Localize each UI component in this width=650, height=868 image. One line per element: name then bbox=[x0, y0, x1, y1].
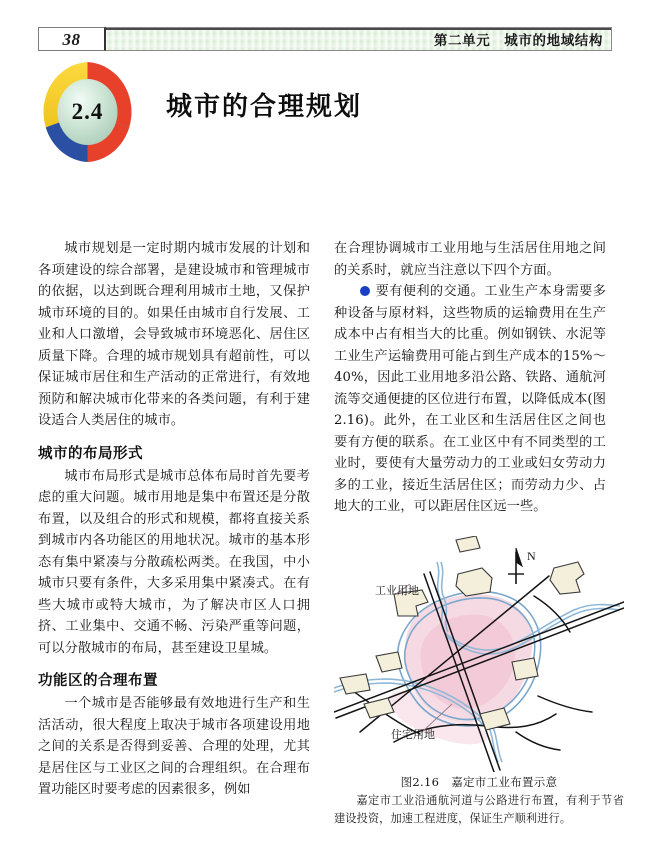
header-banner bbox=[106, 27, 612, 51]
left-column bbox=[38, 238, 310, 801]
section-number: 2.4 bbox=[71, 99, 104, 124]
intro-paragraph: 城市规划是一定时期内城市发展的计划和各项建设的综合部署，是建设城市和管理城市的依据，以达到既合理利用城市土地，又保护城市环境的目的。如果任由城市自行发展、工业和人口激增，会导致城市环境恶化、居住区质量下降。合理的城市规划具有超前性，可以保证城市居住和生产活动的正常进行，有效地预防和解决城市化带来的各类问题，有利于建设适合人类居住的城市。 bbox=[38, 241, 310, 428]
map-label-industrial: 工业用地 bbox=[375, 584, 419, 597]
header-unit-title bbox=[434, 29, 603, 49]
bullet-paragraph bbox=[334, 281, 606, 518]
map-illustration bbox=[334, 536, 624, 772]
figure-caption bbox=[334, 774, 624, 790]
section-title: 城市的合理规划 bbox=[166, 92, 363, 122]
bullet-paragraph-text: 要有便利的交通。工业生产本身需要多种设备与原材料，这些物质的运输费用在生产成本中占有相当大的比重。例如钢铁、水泥等工业生产运输费用可能占到生产成本的15%～40%，因此工业用地多沿公路、铁路、通航河流等交通便捷的区位进行布置，以降低成本(图2.16)。此外，在工业区和生活居住区之间也要有方便的联系。在工业区中有不同类型的工业时，要使有大量劳动力的工业或妇女劳动力多的工业，接近生活居住区；而劳动力少、占地大的工业，可以距居住区远一些。 bbox=[334, 284, 606, 514]
map-label-residential: 住宅用地 bbox=[391, 728, 435, 741]
page-number-box bbox=[38, 27, 106, 51]
figure-caption-title: 嘉定市工业布置示意 bbox=[451, 775, 558, 789]
right-column bbox=[334, 238, 606, 518]
paragraph-functional-zones: 一个城市是否能够最有效地进行生产和生活活动，很大程度上取决于城市各项建设用地之间的关系是否得到妥善、合理的处理，尤其是居住区与工业区之间的合理组织。在合理布置功能区时要考虑的因素很多，例如 bbox=[38, 696, 310, 797]
heading-city-layout-forms: 城市的布局形式 bbox=[38, 445, 143, 462]
section-logo-graphic bbox=[39, 60, 136, 164]
figure-caption-number: 图2.16 bbox=[400, 775, 440, 789]
header-unit-name: 城市的地域结构 bbox=[504, 33, 603, 49]
section-logo bbox=[39, 60, 136, 164]
page-number: 38 bbox=[62, 29, 81, 49]
heading-functional-zones: 功能区的合理布置 bbox=[38, 673, 158, 689]
map-label-north: N bbox=[527, 549, 536, 563]
paragraph-continued: 在合理协调城市工业用地与生活居住用地之间的关系时，就应当注意以下四个方面。 bbox=[334, 241, 606, 278]
compass-rose bbox=[508, 548, 524, 584]
header-unit-label: 第二单元 bbox=[433, 33, 491, 49]
figure-description: 嘉定市工业沿通航河道与公路进行布置，有利于节省建设投资，加速工程进度，保证生产顺利进行。 bbox=[334, 794, 624, 825]
map-graphic bbox=[334, 536, 624, 772]
paragraph-city-layout-forms: 城市布局形式是城市总体布局时首先要考虑的重大问题。城市用地是集中布置还是分散布置，以及组合的形式和规模，都将直接关系到城市内各功能区的用地状况。城市的基本形态有集中紧凑与分散疏松两类。在我国，中小城市只要有条件，大多采用集中紧凑式。在有些大城市或特大城市，为了解决市区人口拥挤、工业集中、交通不畅、污染严重等问题，可以分散城市的布局，甚至建设卫星城。 bbox=[38, 468, 310, 656]
blue-bullet-icon bbox=[360, 286, 370, 296]
figure-block bbox=[334, 536, 624, 827]
urban-area-fill bbox=[390, 594, 532, 744]
page-header bbox=[38, 27, 612, 51]
